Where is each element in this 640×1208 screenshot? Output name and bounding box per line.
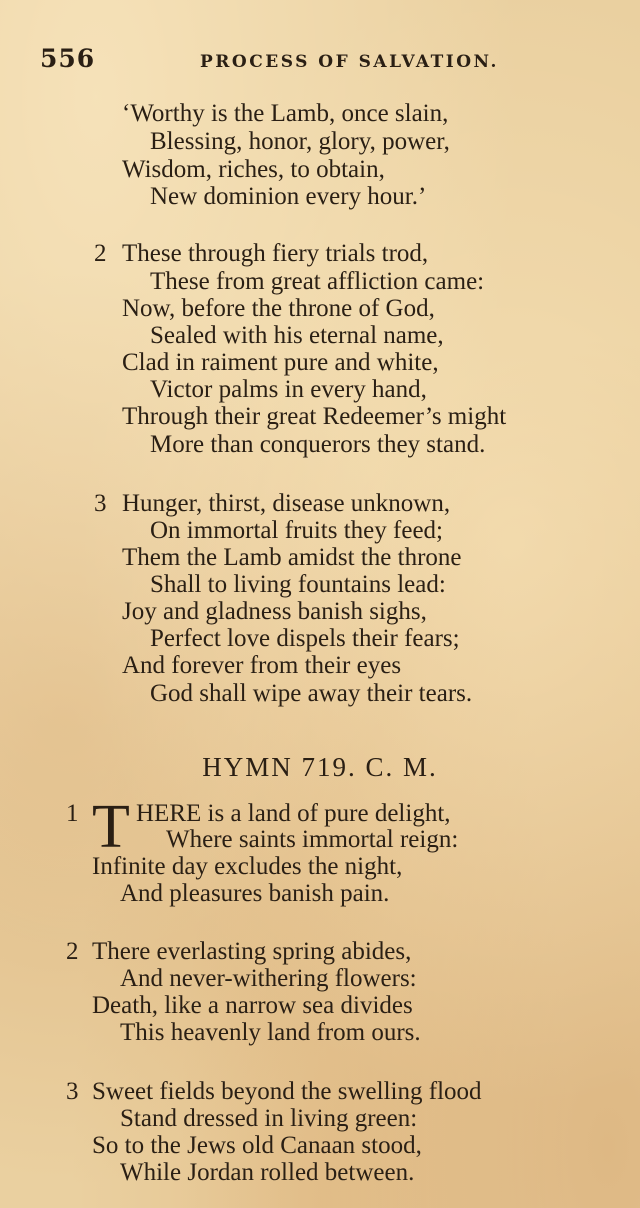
- page-header: [0, 44, 640, 84]
- verse-line: This heavenly land from ours.: [120, 1019, 421, 1046]
- drop-cap: T: [92, 793, 130, 861]
- stanza-number: 3: [94, 490, 107, 517]
- verse-line: These through fiery trials trod,: [122, 240, 429, 267]
- verse-line: So to the Jews old Canaan stood,: [92, 1132, 422, 1159]
- verse-line: On immortal fruits they feed;: [150, 517, 443, 544]
- verse-line: And never-withering flowers:: [120, 965, 417, 992]
- verse-line: Sweet fields beyond the swelling flood: [92, 1078, 482, 1105]
- verse-line: ‘Worthy is the Lamb, once slain,: [122, 100, 449, 127]
- verse-line: Now, before the throne of God,: [122, 295, 435, 322]
- verse-line: Wisdom, riches, to obtain,: [122, 156, 385, 183]
- verse-line: Blessing, honor, glory, power,: [150, 128, 450, 155]
- verse-line: Death, like a narrow sea divides: [92, 992, 413, 1019]
- verse-line: Through their great Redeemer’s might: [122, 403, 507, 430]
- verse-line: These from great affliction came:: [150, 268, 485, 295]
- stanza-number: 3: [66, 1078, 79, 1105]
- verse-line: There everlasting spring abides,: [92, 938, 412, 965]
- verse-line: God shall wipe away their tears.: [150, 680, 473, 707]
- hymn-title: HYMN 719. C. M.: [202, 752, 438, 782]
- verse-line: Stand dressed in living green:: [120, 1105, 418, 1132]
- stanza-number: 2: [66, 938, 79, 965]
- verse-line: While Jordan rolled between.: [120, 1159, 415, 1186]
- verse-line: Hunger, thirst, disease unknown,: [122, 490, 451, 517]
- verse-line: Joy and gladness banish sighs,: [122, 598, 427, 625]
- verse-line: Clad in raiment pure and white,: [122, 349, 439, 376]
- stanza-number: 2: [94, 240, 107, 267]
- verse-line: And pleasures banish pain.: [120, 880, 390, 907]
- page-number: 556: [40, 44, 96, 73]
- running-head: PROCESS OF SALVATION.: [200, 52, 499, 72]
- verse-line: Infinite day excludes the night,: [92, 853, 403, 880]
- verse-line: More than conquerors they stand.: [150, 431, 486, 458]
- verse-line: And forever from their eyes: [122, 652, 402, 679]
- verse-line: Perfect love dispels their fears;: [150, 625, 460, 652]
- verse-line: Where saints immortal reign:: [166, 826, 459, 853]
- verse-line: New dominion every hour.’: [150, 183, 427, 210]
- verse-line: Sealed with his eternal name,: [150, 322, 444, 349]
- verse-line: Them the Lamb amidst the throne: [122, 544, 462, 571]
- stanza-number: 1: [66, 800, 79, 827]
- verse-line: Shall to living fountains lead:: [150, 571, 446, 598]
- verse-line: Victor palms in every hand,: [150, 376, 427, 403]
- verse-line: HERE is a land of pure delight,: [136, 800, 451, 827]
